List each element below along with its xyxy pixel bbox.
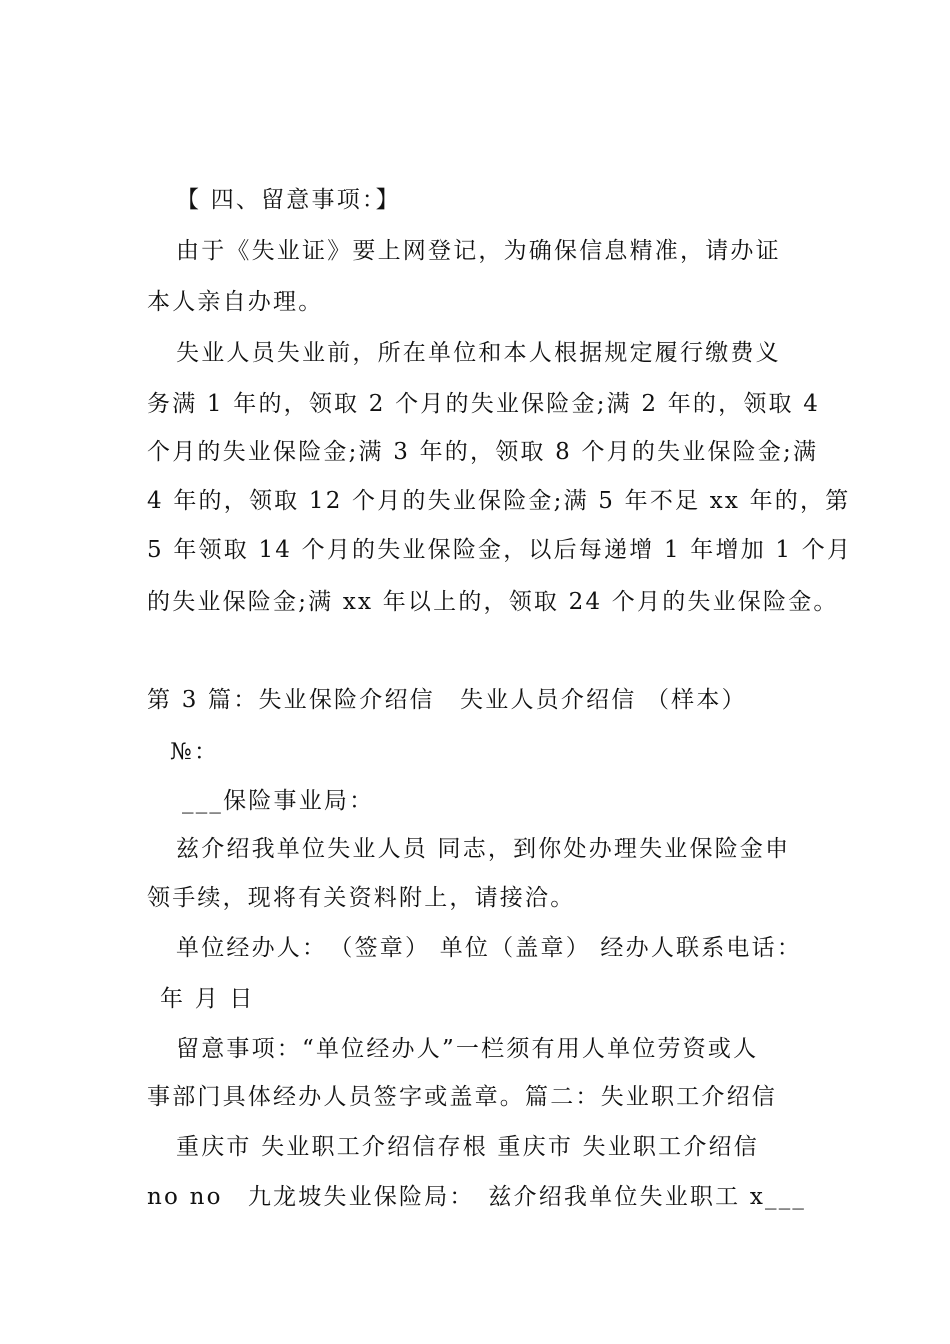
text-line: 由于《失业证》要上网登记，为确保信息精准，请办证: [176, 238, 781, 264]
text-line: 【 四、留意事项：】: [176, 187, 401, 213]
text-line: 务满 1 年的，领取 2 个月的失业保险金;满 2 年的，领取 4: [147, 391, 821, 417]
text-line: no no 九龙坡失业保险局： 兹介绍我单位失业职工 x___: [147, 1184, 807, 1210]
text-line: 本人亲自办理。: [147, 289, 324, 315]
text-line: 留意事项：“单位经办人”一栏须有用人单位劳资或人: [176, 1036, 759, 1062]
text-line: 个月的失业保险金;满 3 年的，领取 8 个月的失业保险金;满: [147, 439, 819, 465]
text-line: 4 年的，领取 12 个月的失业保险金;满 5 年不足 xx 年的，第: [147, 488, 851, 514]
text-line: №：: [170, 739, 220, 765]
text-line: 兹介绍我单位失业人员 同志，到你处办理失业保险金申: [176, 836, 791, 862]
text-line: 5 年领取 14 个月的失业保险金，以后每递增 1 年增加 1 个月: [147, 537, 853, 563]
text-line: 领手续，现将有关资料附上，请接洽。: [147, 885, 576, 911]
text-line: 年 月 日: [160, 986, 255, 1012]
text-line: 单位经办人： （签章） 单位（盖章） 经办人联系电话：: [176, 935, 803, 961]
section-heading: 第 3 篇：失业保险介绍信 失业人员介绍信 （样本）: [147, 687, 747, 713]
text-line: 重庆市 失业职工介绍信存根 重庆市 失业职工介绍信: [176, 1134, 759, 1160]
text-line: 事部门具体经办人员签字或盖章。篇二：失业职工介绍信: [147, 1084, 777, 1110]
text-line: 失业人员失业前，所在单位和本人根据规定履行缴费义: [176, 340, 781, 366]
text-line: 的失业保险金;满 xx 年以上的，领取 24 个月的失业保险金。: [147, 589, 839, 615]
text-line: ___保险事业局：: [182, 788, 375, 814]
